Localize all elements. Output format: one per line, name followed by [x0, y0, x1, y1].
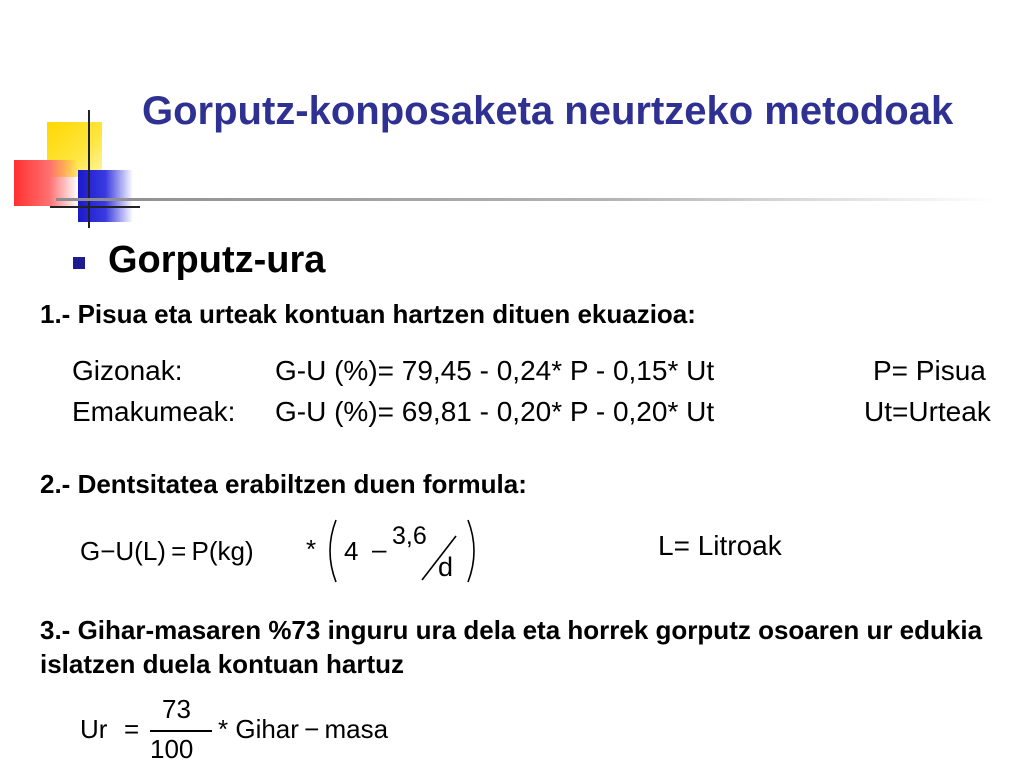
- water-formula-lhs: Ur: [80, 714, 108, 744]
- row-women-legend: Ut=Urteak: [864, 396, 991, 427]
- water-formula-denominator: 100: [150, 734, 194, 764]
- water-formula: [80, 694, 440, 766]
- liters-note: L= Litroak: [658, 530, 782, 561]
- density-formula-constant: 4: [344, 536, 359, 566]
- row-women-formula: G-U (%)= 69,81 - 0,20* P - 0,20* Ut: [275, 396, 715, 427]
- density-formula-denominator: d: [438, 552, 454, 582]
- water-formula-equals: =: [124, 714, 140, 744]
- density-formula-minus: –: [372, 534, 387, 564]
- bullet-heading: Gorputz-ura: [108, 239, 326, 281]
- water-formula-numerator: 73: [162, 694, 191, 724]
- row-women-label: Emakumeak:: [72, 396, 236, 427]
- slide-title: Gorputz-konposaketa neurtzeko metodoak: [142, 89, 954, 133]
- density-formula-multiply: *: [306, 534, 317, 564]
- logo-blue-square: [78, 170, 133, 222]
- water-formula-fraction-bar: [150, 730, 212, 732]
- section3-heading: 3.- Gihar-masaren %73 inguru ura dela eta horrek gorputz osoaren ur edukia islatzen duela kontuan hartuz: [40, 615, 983, 679]
- density-formula: [80, 516, 500, 586]
- row-men-formula: G-U (%)= 79,45 - 0,24* P - 0,15* Ut: [275, 355, 715, 386]
- section1-heading: 1.- Pisua eta urteak kontuan hartzen dituen ekuazioa:: [40, 299, 696, 329]
- density-formula-lhs: G−U(L) = P(kg): [80, 536, 254, 566]
- logo-horizontal-line: [50, 206, 140, 208]
- row-men-legend: P= Pisua: [873, 355, 986, 386]
- density-formula-numerator: 3,6: [392, 522, 427, 550]
- bullet-square-icon: [73, 257, 85, 269]
- section2-heading: 2.- Dentsitatea erabiltzen duen formula:: [40, 469, 527, 499]
- title-underline: [56, 198, 996, 201]
- row-men-label: Gizonak:: [72, 355, 183, 386]
- logo-vertical-line: [88, 110, 90, 228]
- water-formula-rhs: * Gihar − masa: [218, 714, 389, 744]
